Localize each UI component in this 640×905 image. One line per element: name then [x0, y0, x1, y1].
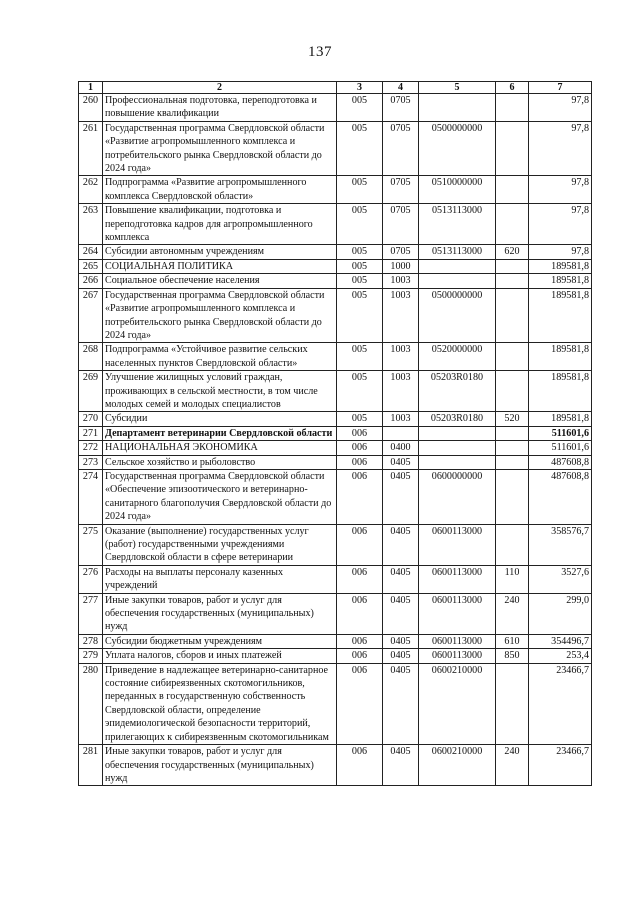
table-row — [79, 455, 592, 469]
row-expense-type-code — [496, 121, 529, 176]
table-row — [79, 634, 592, 648]
row-name: Иные закупки товаров, работ и услуг для обеспечения государственных (муниципальных) нужд — [103, 593, 337, 634]
row-ministry-code: 005 — [337, 245, 383, 259]
table-row — [79, 426, 592, 440]
row-name: Субсидии автономным учреждениям — [103, 245, 337, 259]
row-number: 264 — [79, 245, 103, 259]
budget-table — [78, 81, 592, 786]
row-expense-type-code — [496, 343, 529, 371]
row-expense-type-code — [496, 455, 529, 469]
row-number: 272 — [79, 441, 103, 455]
row-number: 261 — [79, 121, 103, 176]
row-target-code — [419, 259, 496, 273]
row-ministry-code: 005 — [337, 204, 383, 245]
row-section-code: 0705 — [383, 121, 419, 176]
row-ministry-code: 006 — [337, 634, 383, 648]
table-row — [79, 259, 592, 273]
row-number: 281 — [79, 745, 103, 786]
row-expense-type-code — [496, 204, 529, 245]
header-col-7: 7 — [529, 82, 592, 94]
row-number: 270 — [79, 412, 103, 426]
row-target-code — [419, 274, 496, 288]
row-ministry-code: 005 — [337, 121, 383, 176]
row-name: Приведение в надлежащее ветеринарно-санитарное состояние сибиреязвенных скотомогильников, переданных в государственную собственность Свердловской области, определение эпидемиологической безопасности территорий, прилегающих к сибиреязвенным скотомогильникам — [103, 663, 337, 744]
header-col-3: 3 — [337, 82, 383, 94]
table-row — [79, 412, 592, 426]
row-expense-type-code — [496, 469, 529, 524]
row-name: НАЦИОНАЛЬНАЯ ЭКОНОМИКА — [103, 441, 337, 455]
row-target-code: 0600113000 — [419, 565, 496, 593]
row-number: 278 — [79, 634, 103, 648]
row-name: Департамент ветеринарии Свердловской области — [103, 426, 337, 440]
row-section-code: 0705 — [383, 204, 419, 245]
row-target-code: 05203R0180 — [419, 412, 496, 426]
row-amount: 189581,8 — [529, 343, 592, 371]
row-amount: 189581,8 — [529, 259, 592, 273]
table-row — [79, 274, 592, 288]
row-ministry-code: 006 — [337, 524, 383, 565]
header-col-1: 1 — [79, 82, 103, 94]
row-name: Субсидии бюджетным учреждениям — [103, 634, 337, 648]
row-number: 269 — [79, 371, 103, 412]
table-row — [79, 663, 592, 744]
row-section-code: 0405 — [383, 593, 419, 634]
row-section-code: 0405 — [383, 469, 419, 524]
row-target-code — [419, 441, 496, 455]
row-section-code: 0405 — [383, 524, 419, 565]
row-expense-type-code: 240 — [496, 593, 529, 634]
row-target-code: 05203R0180 — [419, 371, 496, 412]
row-ministry-code: 006 — [337, 469, 383, 524]
row-expense-type-code: 240 — [496, 745, 529, 786]
row-target-code: 0500000000 — [419, 288, 496, 343]
row-amount: 253,4 — [529, 649, 592, 663]
row-amount: 189581,8 — [529, 288, 592, 343]
table-row — [79, 441, 592, 455]
table-row — [79, 121, 592, 176]
row-target-code: 0520000000 — [419, 343, 496, 371]
row-name: Государственная программа Свердловской области «Обеспечение эпизоотического и ветеринарно-санитарного благополучия Свердловской области до 2024 года» — [103, 469, 337, 524]
row-section-code: 1003 — [383, 274, 419, 288]
row-number: 277 — [79, 593, 103, 634]
row-section-code: 0405 — [383, 663, 419, 744]
table-row — [79, 593, 592, 634]
row-name: Расходы на выплаты персоналу казенных учреждений — [103, 565, 337, 593]
row-section-code: 0405 — [383, 565, 419, 593]
row-number: 263 — [79, 204, 103, 245]
page-number: 137 — [308, 44, 332, 60]
row-expense-type-code — [496, 663, 529, 744]
row-name: Подпрограмма «Развитие агропромышленного комплекса Свердловской области» — [103, 176, 337, 204]
row-target-code: 0510000000 — [419, 176, 496, 204]
row-section-code: 0405 — [383, 455, 419, 469]
row-target-code: 0600000000 — [419, 469, 496, 524]
row-amount: 299,0 — [529, 593, 592, 634]
row-target-code — [419, 455, 496, 469]
row-target-code: 0600113000 — [419, 524, 496, 565]
row-ministry-code: 005 — [337, 371, 383, 412]
row-number: 268 — [79, 343, 103, 371]
row-expense-type-code — [496, 288, 529, 343]
row-number: 274 — [79, 469, 103, 524]
row-amount: 97,8 — [529, 176, 592, 204]
row-ministry-code: 006 — [337, 649, 383, 663]
row-expense-type-code: 850 — [496, 649, 529, 663]
row-name: Профессиональная подготовка, переподготовка и повышение квалификации — [103, 94, 337, 122]
row-name: Повышение квалификации, подготовка и переподготовка кадров для агропромышленного комплекса — [103, 204, 337, 245]
row-expense-type-code: 520 — [496, 412, 529, 426]
row-section-code: 1003 — [383, 288, 419, 343]
row-number: 275 — [79, 524, 103, 565]
row-amount: 3527,6 — [529, 565, 592, 593]
row-target-code: 0600210000 — [419, 745, 496, 786]
row-amount: 23466,7 — [529, 663, 592, 744]
row-section-code: 0405 — [383, 634, 419, 648]
row-expense-type-code — [496, 94, 529, 122]
row-name: СОЦИАЛЬНАЯ ПОЛИТИКА — [103, 259, 337, 273]
row-name: Социальное обеспечение населения — [103, 274, 337, 288]
row-expense-type-code — [496, 259, 529, 273]
row-number: 266 — [79, 274, 103, 288]
row-ministry-code: 005 — [337, 343, 383, 371]
row-ministry-code: 005 — [337, 176, 383, 204]
row-section-code: 0400 — [383, 441, 419, 455]
row-number: 265 — [79, 259, 103, 273]
row-section-code: 1003 — [383, 343, 419, 371]
row-ministry-code: 006 — [337, 441, 383, 455]
row-ministry-code: 006 — [337, 745, 383, 786]
row-target-code: 0600113000 — [419, 649, 496, 663]
table-row — [79, 745, 592, 786]
row-target-code: 0500000000 — [419, 121, 496, 176]
row-amount: 97,8 — [529, 204, 592, 245]
row-section-code: 0405 — [383, 649, 419, 663]
table-row — [79, 176, 592, 204]
table-row — [79, 371, 592, 412]
row-amount: 487608,8 — [529, 455, 592, 469]
table-row — [79, 343, 592, 371]
row-ministry-code: 006 — [337, 565, 383, 593]
row-expense-type-code — [496, 274, 529, 288]
row-section-code: 0705 — [383, 245, 419, 259]
row-target-code: 0600113000 — [419, 634, 496, 648]
row-target-code: 0600113000 — [419, 593, 496, 634]
row-ministry-code: 006 — [337, 663, 383, 744]
row-name: Улучшение жилищных условий граждан, проживающих в сельской местности, в том числе молодых семей и молодых специалистов — [103, 371, 337, 412]
row-section-code — [383, 426, 419, 440]
row-amount: 97,8 — [529, 121, 592, 176]
row-ministry-code: 005 — [337, 259, 383, 273]
row-name: Уплата налогов, сборов и иных платежей — [103, 649, 337, 663]
row-ministry-code: 005 — [337, 412, 383, 426]
table-row — [79, 524, 592, 565]
row-ministry-code: 006 — [337, 593, 383, 634]
row-name: Подпрограмма «Устойчивое развитие сельских населенных пунктов Свердловской области» — [103, 343, 337, 371]
row-target-code: 0513113000 — [419, 204, 496, 245]
row-ministry-code: 005 — [337, 288, 383, 343]
row-number: 267 — [79, 288, 103, 343]
row-name: Государственная программа Свердловской области «Развитие агропромышленного комплекса и потребительского рынка Свердловской области до 2024 года» — [103, 288, 337, 343]
row-section-code: 1003 — [383, 412, 419, 426]
table-row — [79, 288, 592, 343]
row-number: 279 — [79, 649, 103, 663]
row-number: 260 — [79, 94, 103, 122]
row-target-code: 0513113000 — [419, 245, 496, 259]
header-col-4: 4 — [383, 82, 419, 94]
header-row — [79, 82, 592, 94]
row-amount: 511601,6 — [529, 426, 592, 440]
row-target-code: 0600210000 — [419, 663, 496, 744]
row-amount: 189581,8 — [529, 412, 592, 426]
row-ministry-code: 006 — [337, 455, 383, 469]
row-section-code: 0705 — [383, 176, 419, 204]
row-expense-type-code: 110 — [496, 565, 529, 593]
row-target-code — [419, 94, 496, 122]
row-name: Субсидии — [103, 412, 337, 426]
row-section-code: 0705 — [383, 94, 419, 122]
row-expense-type-code: 610 — [496, 634, 529, 648]
row-amount: 189581,8 — [529, 371, 592, 412]
row-number: 271 — [79, 426, 103, 440]
row-amount: 97,8 — [529, 245, 592, 259]
row-number: 262 — [79, 176, 103, 204]
row-section-code: 1000 — [383, 259, 419, 273]
row-name: Государственная программа Свердловской области «Развитие агропромышленного комплекса и потребительского рынка Свердловской области до 2024 года» — [103, 121, 337, 176]
row-amount: 354496,7 — [529, 634, 592, 648]
row-expense-type-code — [496, 371, 529, 412]
row-expense-type-code — [496, 441, 529, 455]
row-number: 273 — [79, 455, 103, 469]
row-ministry-code: 005 — [337, 274, 383, 288]
row-number: 276 — [79, 565, 103, 593]
table-row — [79, 245, 592, 259]
table-row — [79, 469, 592, 524]
row-amount: 358576,7 — [529, 524, 592, 565]
row-ministry-code: 006 — [337, 426, 383, 440]
row-name: Оказание (выполнение) государственных услуг (работ) государственными учреждениями Свердловской области в сфере ветеринарии — [103, 524, 337, 565]
row-amount: 23466,7 — [529, 745, 592, 786]
row-amount: 511601,6 — [529, 441, 592, 455]
row-expense-type-code — [496, 524, 529, 565]
row-expense-type-code — [496, 176, 529, 204]
row-amount: 189581,8 — [529, 274, 592, 288]
row-name: Иные закупки товаров, работ и услуг для обеспечения государственных (муниципальных) нужд — [103, 745, 337, 786]
table-row — [79, 204, 592, 245]
header-col-5: 5 — [419, 82, 496, 94]
row-amount: 487608,8 — [529, 469, 592, 524]
row-amount: 97,8 — [529, 94, 592, 122]
row-name: Сельское хозяйство и рыболовство — [103, 455, 337, 469]
row-expense-type-code — [496, 426, 529, 440]
header-col-2: 2 — [103, 82, 337, 94]
row-target-code — [419, 426, 496, 440]
table-row — [79, 565, 592, 593]
header-col-6: 6 — [496, 82, 529, 94]
row-expense-type-code: 620 — [496, 245, 529, 259]
row-number: 280 — [79, 663, 103, 744]
row-section-code: 1003 — [383, 371, 419, 412]
table-row — [79, 94, 592, 122]
table-row — [79, 649, 592, 663]
row-section-code: 0405 — [383, 745, 419, 786]
row-ministry-code: 005 — [337, 94, 383, 122]
